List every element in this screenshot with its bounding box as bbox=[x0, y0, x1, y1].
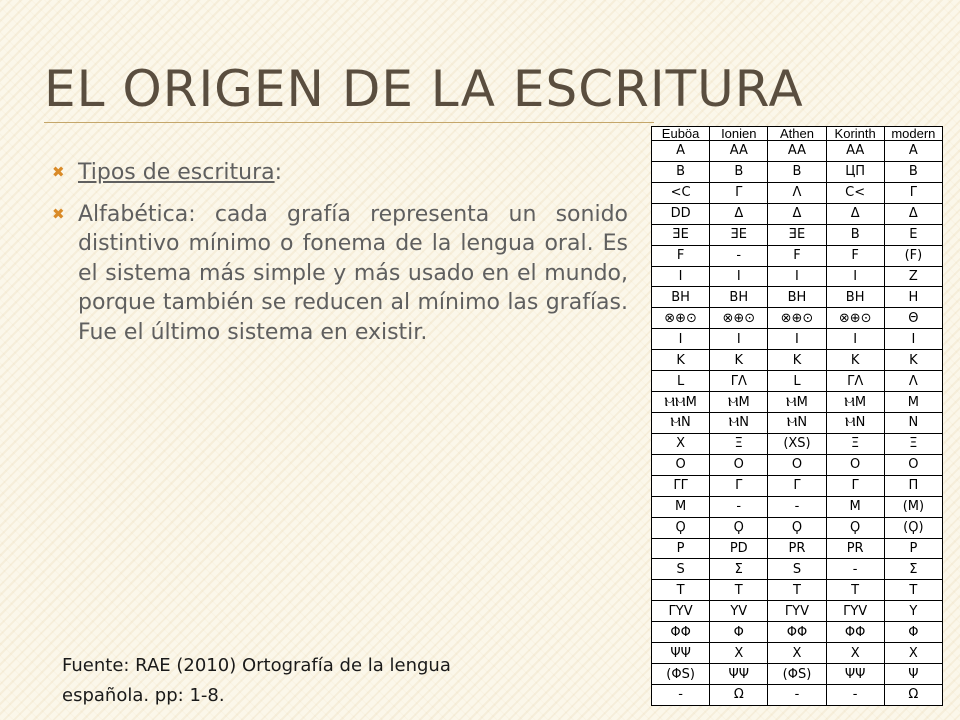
table-cell: M bbox=[884, 392, 942, 413]
table-row bbox=[652, 350, 943, 371]
table-row bbox=[652, 287, 943, 308]
table-cell: YV bbox=[710, 601, 768, 622]
table-cell: P bbox=[884, 538, 942, 559]
table-header-cell: modern bbox=[884, 127, 942, 141]
bullet-label-suffix: : bbox=[274, 160, 283, 185]
table-cell: - bbox=[768, 496, 826, 517]
table-cell: <C bbox=[652, 182, 710, 203]
table-cell: B bbox=[652, 161, 710, 182]
table-cell: Π bbox=[884, 475, 942, 496]
table-row bbox=[652, 517, 943, 538]
table-cell: BH bbox=[768, 287, 826, 308]
slide-title: EL ORIGEN DE LA ESCRITURA bbox=[44, 60, 804, 118]
table-cell: ΓΛ bbox=[826, 371, 884, 392]
table-row bbox=[652, 266, 943, 287]
table-cell: - bbox=[826, 559, 884, 580]
table-cell: Γ bbox=[710, 475, 768, 496]
table-cell: - bbox=[768, 684, 826, 705]
table-cell: ΓΛ bbox=[710, 371, 768, 392]
table-cell: ƎE bbox=[652, 224, 710, 245]
table-cell: B bbox=[826, 224, 884, 245]
table-cell: Λ bbox=[884, 371, 942, 392]
title-divider bbox=[44, 122, 654, 123]
table-cell: DD bbox=[652, 203, 710, 224]
table-cell: ΦΦ bbox=[826, 622, 884, 643]
table-cell: K bbox=[652, 350, 710, 371]
table-cell: ΓYV bbox=[768, 601, 826, 622]
table-cell: L bbox=[768, 371, 826, 392]
table-cell: Z bbox=[884, 266, 942, 287]
table-row bbox=[652, 412, 943, 433]
table-cell: (ΦS) bbox=[768, 664, 826, 685]
table-cell: (ΦS) bbox=[652, 664, 710, 685]
table-cell: M bbox=[826, 496, 884, 517]
table-cell: Ϙ bbox=[826, 517, 884, 538]
table-cell: Γ bbox=[826, 475, 884, 496]
table-cell: Ω bbox=[710, 684, 768, 705]
table-header-cell: Korinth bbox=[826, 127, 884, 141]
table-row bbox=[652, 475, 943, 496]
table-row bbox=[652, 371, 943, 392]
table-cell: Ψ bbox=[884, 664, 942, 685]
table-cell: AA bbox=[710, 141, 768, 162]
table-cell: B bbox=[768, 161, 826, 182]
table-cell: Ϙ bbox=[768, 517, 826, 538]
table-cell: Φ bbox=[710, 622, 768, 643]
table-cell: I bbox=[710, 266, 768, 287]
alphabet-table bbox=[651, 126, 943, 706]
table-cell: ⲘN bbox=[652, 412, 710, 433]
table-cell: X bbox=[826, 643, 884, 664]
table-row bbox=[652, 622, 943, 643]
table-row bbox=[652, 224, 943, 245]
table-cell: O bbox=[652, 454, 710, 475]
table-cell: BH bbox=[710, 287, 768, 308]
bullet-text: Alfabética: cada grafía representa un sonido distintivo mínimo o fonema de la lengua oral. Es el sistema más simple y más usado en el mundo, porque también se reducen al mínimo las grafías. Fue el último sistema en existir. bbox=[78, 201, 628, 345]
table-cell: T bbox=[826, 580, 884, 601]
table-cell: I bbox=[826, 329, 884, 350]
table-cell: Φ bbox=[884, 622, 942, 643]
table-row bbox=[652, 141, 943, 162]
table-row bbox=[652, 684, 943, 705]
table-cell: A bbox=[884, 141, 942, 162]
alphabet-table-image bbox=[651, 126, 943, 706]
table-cell: S bbox=[768, 559, 826, 580]
table-cell: - bbox=[652, 684, 710, 705]
table-cell: S bbox=[652, 559, 710, 580]
table-cell: ⲘN bbox=[826, 412, 884, 433]
table-cell: Ϙ bbox=[710, 517, 768, 538]
table-cell: L bbox=[652, 371, 710, 392]
bullet-item bbox=[48, 158, 628, 188]
table-cell: X bbox=[652, 433, 710, 454]
table-cell: O bbox=[768, 454, 826, 475]
table-cell: C< bbox=[826, 182, 884, 203]
table-row bbox=[652, 182, 943, 203]
table-row bbox=[652, 580, 943, 601]
table-cell: Γ bbox=[884, 182, 942, 203]
table-cell: I bbox=[768, 329, 826, 350]
table-cell: X bbox=[710, 643, 768, 664]
table-cell: E bbox=[884, 224, 942, 245]
table-cell: P bbox=[652, 538, 710, 559]
table-cell: Σ bbox=[710, 559, 768, 580]
table-cell: Γ bbox=[710, 182, 768, 203]
table-cell: ⊗⊕⊙ bbox=[768, 308, 826, 329]
table-cell: PR bbox=[826, 538, 884, 559]
table-cell: (F) bbox=[884, 245, 942, 266]
table-row bbox=[652, 433, 943, 454]
table-cell: - bbox=[710, 496, 768, 517]
table-cell: ⲘM bbox=[768, 392, 826, 413]
table-cell: ΓΓ bbox=[652, 475, 710, 496]
table-cell: F bbox=[768, 245, 826, 266]
table-cell: - bbox=[826, 684, 884, 705]
table-header-cell: Athen bbox=[768, 127, 826, 141]
table-cell: PR bbox=[768, 538, 826, 559]
table-cell: PD bbox=[710, 538, 768, 559]
table-header-cell: Ionien bbox=[710, 127, 768, 141]
table-cell: (Ϙ) bbox=[884, 517, 942, 538]
table-row bbox=[652, 203, 943, 224]
table-cell: BH bbox=[652, 287, 710, 308]
table-cell: ΦΦ bbox=[652, 622, 710, 643]
x-mark-icon: ✖ bbox=[52, 204, 65, 223]
table-cell: Λ bbox=[768, 182, 826, 203]
table-cell: B bbox=[884, 161, 942, 182]
table-cell: O bbox=[710, 454, 768, 475]
table-cell: Y bbox=[884, 601, 942, 622]
table-cell: ЦП bbox=[826, 161, 884, 182]
table-cell: Ϙ bbox=[652, 517, 710, 538]
table-cell: BH bbox=[826, 287, 884, 308]
table-cell: ⲘN bbox=[710, 412, 768, 433]
table-row bbox=[652, 601, 943, 622]
table-row bbox=[652, 392, 943, 413]
slide-body bbox=[48, 158, 628, 359]
table-cell: B bbox=[710, 161, 768, 182]
table-cell: Σ bbox=[884, 559, 942, 580]
bullet-label: Tipos de escritura bbox=[78, 160, 275, 185]
table-cell: O bbox=[826, 454, 884, 475]
table-cell: Ξ bbox=[710, 433, 768, 454]
table-cell: ⲘⲘM bbox=[652, 392, 710, 413]
table-cell: ⲘN bbox=[768, 412, 826, 433]
table-cell: (M) bbox=[884, 496, 942, 517]
table-cell: ƎE bbox=[768, 224, 826, 245]
table-row bbox=[652, 161, 943, 182]
table-cell: ΓYV bbox=[826, 601, 884, 622]
table-cell: T bbox=[652, 580, 710, 601]
table-cell: Ξ bbox=[826, 433, 884, 454]
table-cell: ΨΨ bbox=[826, 664, 884, 685]
table-cell: Ξ bbox=[884, 433, 942, 454]
table-row bbox=[652, 245, 943, 266]
source-citation: Fuente: RAE (2010) Ortografía de la lengua española. pp: 1-8. bbox=[62, 655, 451, 706]
table-row bbox=[652, 643, 943, 664]
table-cell: H bbox=[884, 287, 942, 308]
table-cell: T bbox=[768, 580, 826, 601]
table-cell: X bbox=[884, 643, 942, 664]
table-row bbox=[652, 329, 943, 350]
table-cell: ƎE bbox=[710, 224, 768, 245]
table-cell: Δ bbox=[768, 203, 826, 224]
table-cell: Δ bbox=[826, 203, 884, 224]
table-cell: I bbox=[826, 266, 884, 287]
table-cell: M bbox=[652, 496, 710, 517]
table-cell: Γ bbox=[768, 475, 826, 496]
table-cell: F bbox=[826, 245, 884, 266]
table-cell: K bbox=[826, 350, 884, 371]
table-cell: (XS) bbox=[768, 433, 826, 454]
table-cell: T bbox=[710, 580, 768, 601]
bullet-item bbox=[48, 200, 628, 348]
table-cell: AA bbox=[826, 141, 884, 162]
table-cell: ΦΦ bbox=[768, 622, 826, 643]
table-cell: K bbox=[884, 350, 942, 371]
table-cell: I bbox=[884, 329, 942, 350]
table-cell: ⲘM bbox=[826, 392, 884, 413]
table-row bbox=[652, 496, 943, 517]
table-body bbox=[652, 141, 943, 706]
table-cell: Δ bbox=[884, 203, 942, 224]
table-cell: ΨΨ bbox=[652, 643, 710, 664]
table-row bbox=[652, 664, 943, 685]
table-row bbox=[652, 538, 943, 559]
table-cell: I bbox=[652, 329, 710, 350]
table-cell: X bbox=[768, 643, 826, 664]
table-cell: ⊗⊕⊙ bbox=[710, 308, 768, 329]
table-cell: Δ bbox=[710, 203, 768, 224]
table-cell: ΓYV bbox=[652, 601, 710, 622]
table-cell: K bbox=[710, 350, 768, 371]
table-cell: I bbox=[652, 266, 710, 287]
table-cell: ⊗⊕⊙ bbox=[826, 308, 884, 329]
table-cell: I bbox=[710, 329, 768, 350]
table-cell: - bbox=[710, 245, 768, 266]
table-row bbox=[652, 559, 943, 580]
table-header-row bbox=[652, 127, 943, 141]
table-cell: ⊗⊕⊙ bbox=[652, 308, 710, 329]
table-cell: T bbox=[884, 580, 942, 601]
table-cell: A bbox=[652, 141, 710, 162]
x-mark-icon: ✖ bbox=[52, 163, 65, 181]
table-cell: F bbox=[652, 245, 710, 266]
table-cell: K bbox=[768, 350, 826, 371]
table-cell: ⲘM bbox=[710, 392, 768, 413]
table-header-cell: Euböa bbox=[652, 127, 710, 141]
table-cell: N bbox=[884, 412, 942, 433]
table-cell: I bbox=[768, 266, 826, 287]
table-cell: ΨΨ bbox=[710, 664, 768, 685]
table-cell: O bbox=[884, 454, 942, 475]
table-cell: AA bbox=[768, 141, 826, 162]
table-row bbox=[652, 454, 943, 475]
table-cell: Ω bbox=[884, 684, 942, 705]
table-row bbox=[652, 308, 943, 329]
table-cell: Θ bbox=[884, 308, 942, 329]
